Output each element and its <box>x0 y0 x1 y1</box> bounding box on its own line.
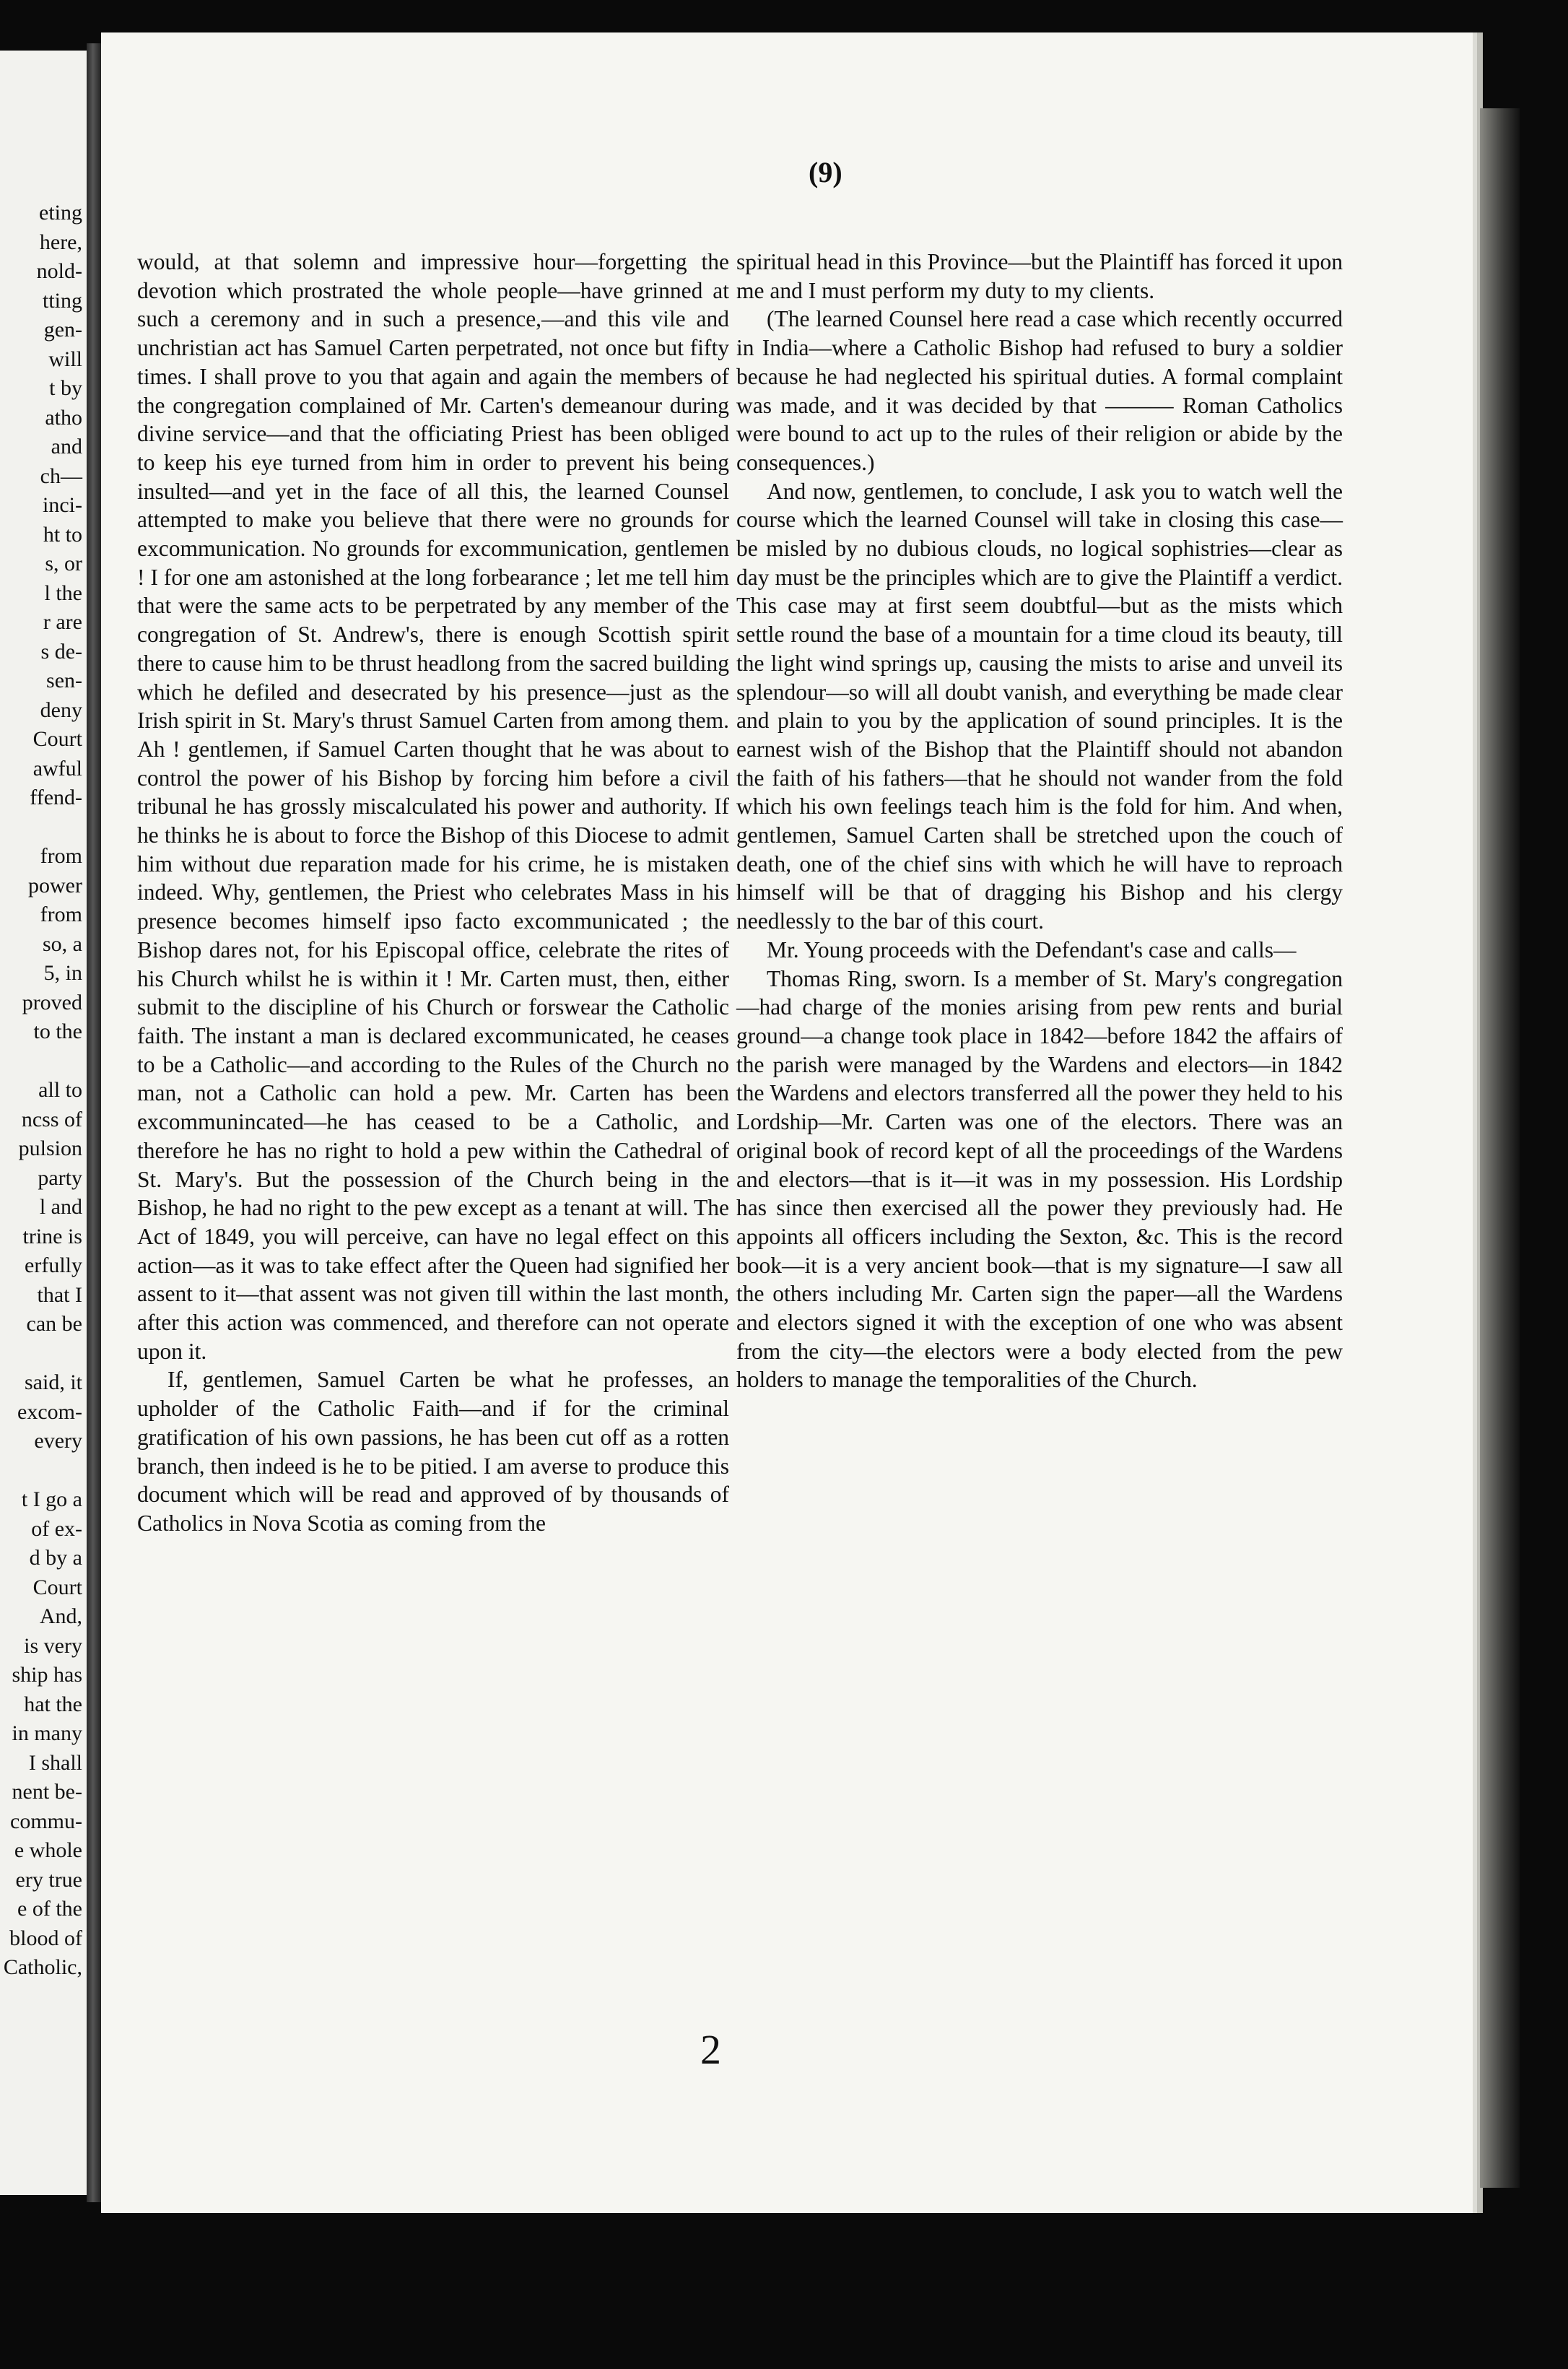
facing-page-line: s, or <box>45 552 82 575</box>
paragraph: If, gentlemen, Samuel Carten be what he professes, an upholder of the Catholic Faith—and if for the criminal gratification of his own passions, he has been cut off as a rotten branch, then indeed is he to be pitied. I am averse to produce this document which will be read and approved of by thousands of Catholics in Nova Scotia as coming from the <box>137 1367 729 1536</box>
book-page <box>101 32 1473 2213</box>
facing-page-line: nold- <box>36 259 82 283</box>
facing-page-line: eting <box>39 201 82 225</box>
facing-page-line: ffend- <box>30 786 82 809</box>
facing-page-line: all to <box>38 1078 82 1102</box>
facing-page-line: hat the <box>24 1692 82 1716</box>
facing-page-line: that I <box>37 1282 82 1307</box>
facing-page-line: t I go a <box>21 1487 82 1511</box>
facing-page-line: will <box>48 347 82 371</box>
facing-page-line: party <box>38 1165 82 1190</box>
facing-page-line: Catholic, <box>3 1955 82 1979</box>
facing-page-line: ch— <box>40 464 82 488</box>
facing-page-line: Court <box>32 1575 82 1599</box>
facing-page-line: r are <box>43 610 82 634</box>
facing-page-line: here, <box>39 230 82 254</box>
facing-page-line: inci- <box>43 493 82 517</box>
facing-page-line: commu- <box>10 1809 82 1833</box>
paragraph: (The learned Counsel here read a case which recently occurred in India—where a Catholic Bishop had refused to bury a soldier because he had neglected his spiritual duties. A formal complaint was made, and it was decided by that ——— Roman Catholics were bound to act up to the rules of their religion or abide by the consequences.) <box>736 306 1343 475</box>
facing-page-line: in many <box>12 1721 82 1745</box>
paragraph: And now, gentlemen, to conclude, I ask you to watch well the course which the learned Counsel will take in closing this case—be misled by no dubious clouds, no logical sophistries—clear as day must be the principles which are to give the Plaintiff a verdict. This case may at first seem doubtful—but as the mists which settle round the base of a mountain for a time cloud its beauty, till the light wind springs up, causing the mists to arise and unveil its splendour—so will all doubt vanish, and everything be made clear and plain to you by the application of sound principles. It is the earnest wish of the Bishop that the Plaintiff should not abandon the faith of his fathers—that he should not wander from the fold which his own feelings teach him is the fold for him. And when, gentlemen, Samuel Carten shall be stretched upon the couch of death, one of the chief sins with which he will have to reproach himself will be that of dragging his Bishop and his clergy needlessly to the bar of this court. <box>736 478 1343 934</box>
facing-page-line <box>4 1456 82 1486</box>
facing-page-line: trine is <box>22 1224 82 1248</box>
facing-page-line: atho <box>45 405 82 430</box>
paragraph: would, at that solemn and impressive hour—forgetting the devotion which prostrated the whole people—have grinned at such a ceremony and in such a presence,—and this vile and unchristian act has Samuel Carten perpetrated, not once but fifty times. I shall prove to you that again and again the members of the congregation complained of Mr. Carten's demeanour during divine service—and that the officiating Priest has been obliged to keep his eye turned from him in order to prevent his being insulted—and yet in the face of all this, the learned Counsel attempted to make you believe that there were no grounds for excommunication. No grounds for excommunication, gentlemen ! I for one am astonished at the long forbearance ; let me tell him that were the same acts to be perpetrated by any member of the congregation of St. Andrew's, there is enough Scottish spirit there to cause him to be thrust headlong from the sacred building which he defiled and desecrated by his presence—just as the Irish spirit in St. Mary's thrust Samuel Carten from among them. Ah ! gentlemen, if Samuel Carten thought that he was about to control the power of his Bishop by forcing him before a civil tribunal he has grossly miscalculated his power and authority. If he thinks he is about to force the Bishop of this Diocese to admit him without due reparation made for his crime, he is mistaken indeed. Why, gentlemen, the Priest who celebrates Mass in his presence becomes himself ipso facto excommunicated ; the Bishop dares not, for his Episcopal office, celebrate the rites of his Church whilst he is within it ! Mr. Carten must, then, either submit to the discipline of his Church or forswear the Catholic faith. The instant a man is declared excommunicated, he ceases to be a Catholic—and according to the Rules of the Church no man, not a Catholic can hold a pew. Mr. Carten has been excommunincated—he has ceased to be a Catholic, and therefore he has no right to hold a pew within the Cathedral of St. Mary's. But the possession of the Church being in the Bishop, he had no right to the pew except as a tenant at will. The Act of 1849, you will perceive, can have no legal effect on this action—as it was to take effect after the Queen had signified her assent to it—that assent was not given till within the last month, after this action was commenced, and therefore can not operate upon it. <box>137 249 729 1364</box>
facing-page-line: blood of <box>9 1926 82 1950</box>
book-gutter <box>87 43 103 2202</box>
facing-page-line <box>4 1339 82 1369</box>
facing-page-line: gen- <box>43 318 82 342</box>
facing-page-edge <box>0 51 87 2195</box>
facing-page-line: l and <box>39 1195 82 1219</box>
facing-page-line: erfully <box>25 1253 82 1277</box>
facing-page-line <box>4 1047 82 1077</box>
facing-page-line: l the <box>44 581 82 605</box>
facing-page-line: from <box>40 844 82 868</box>
page-number: (9) <box>809 156 842 188</box>
paragraph: Mr. Young proceeds with the Defendant's case and calls— <box>767 936 1297 962</box>
facing-page-line: 5, in <box>43 961 82 985</box>
facing-page-line: tting <box>42 288 82 313</box>
facing-page-line: can be <box>26 1312 82 1336</box>
facing-page-line: so, a <box>43 931 82 956</box>
facing-page-line: to the <box>33 1020 82 1043</box>
facing-page-line: excom- <box>17 1399 82 1424</box>
facing-page-line: d by a <box>29 1546 82 1570</box>
facing-page-text <box>4 199 82 1983</box>
facing-page-line: e whole <box>14 1838 82 1862</box>
facing-page-line: awful <box>32 756 82 781</box>
facing-page-line: pulsion <box>18 1136 82 1160</box>
facing-page-line: deny <box>40 697 82 722</box>
facing-page-line: s de- <box>40 639 82 664</box>
facing-page-line: I shall <box>28 1750 82 1775</box>
paragraph: Thomas Ring, sworn. Is a member of St. Mary's congregation—had charge of the monies arising from pew rents and burial ground—a change took place in 1842—before 1842 the affairs of the parish were managed by the Wardens and electors—in 1842 the Wardens and electors transferred all the power they held to his Lordship—Mr. Carten was one of the electors. There was an original book of record kept of all the proceedings of the Wardens and electors—that is it—it was in my possession. His Lordship has since then exercised all the power they previously had. He appoints all officers including the Sexton, &c. This is the record book—it is a very ancient book—that is my signature—I saw all the others including Mr. Carten sign the paper—all the Wardens and electors signed it with the exception of one who was absent from the city—the electors were a body elected from the pew holders to manage the temporalities of the Church. <box>736 965 1343 1393</box>
book-edge-shadow <box>1480 108 1520 2188</box>
facing-page-line <box>4 813 82 843</box>
facing-page-line: ship has <box>12 1663 82 1687</box>
facing-page-line: and <box>51 435 82 458</box>
left-column <box>137 248 729 1538</box>
facing-page-line: t by <box>49 376 82 400</box>
facing-page-line: ncss of <box>21 1107 82 1131</box>
facing-page-line: proved <box>22 990 82 1014</box>
facing-page-line: And, <box>39 1604 82 1628</box>
facing-page-line: sen- <box>46 669 82 692</box>
facing-page-line: ery true <box>15 1867 82 1892</box>
facing-page-line: said, it <box>25 1370 82 1394</box>
facing-page-line: ht to <box>43 522 82 547</box>
facing-page-line: of ex- <box>31 1516 82 1541</box>
paragraph: spiritual head in this Province—but the Plaintiff has forced it upon me and I must perform my duty to my clients. <box>736 249 1343 303</box>
facing-page-line: power <box>28 873 82 897</box>
right-column <box>736 248 1343 1394</box>
facing-page-line: e of the <box>17 1897 82 1921</box>
signature-mark: 2 <box>700 2026 721 2073</box>
facing-page-line: from <box>40 903 82 926</box>
facing-page-line: nent be- <box>12 1780 82 1804</box>
facing-page-line: Court <box>32 727 82 751</box>
facing-page-line: every <box>34 1429 82 1453</box>
facing-page-line: is very <box>24 1633 82 1658</box>
